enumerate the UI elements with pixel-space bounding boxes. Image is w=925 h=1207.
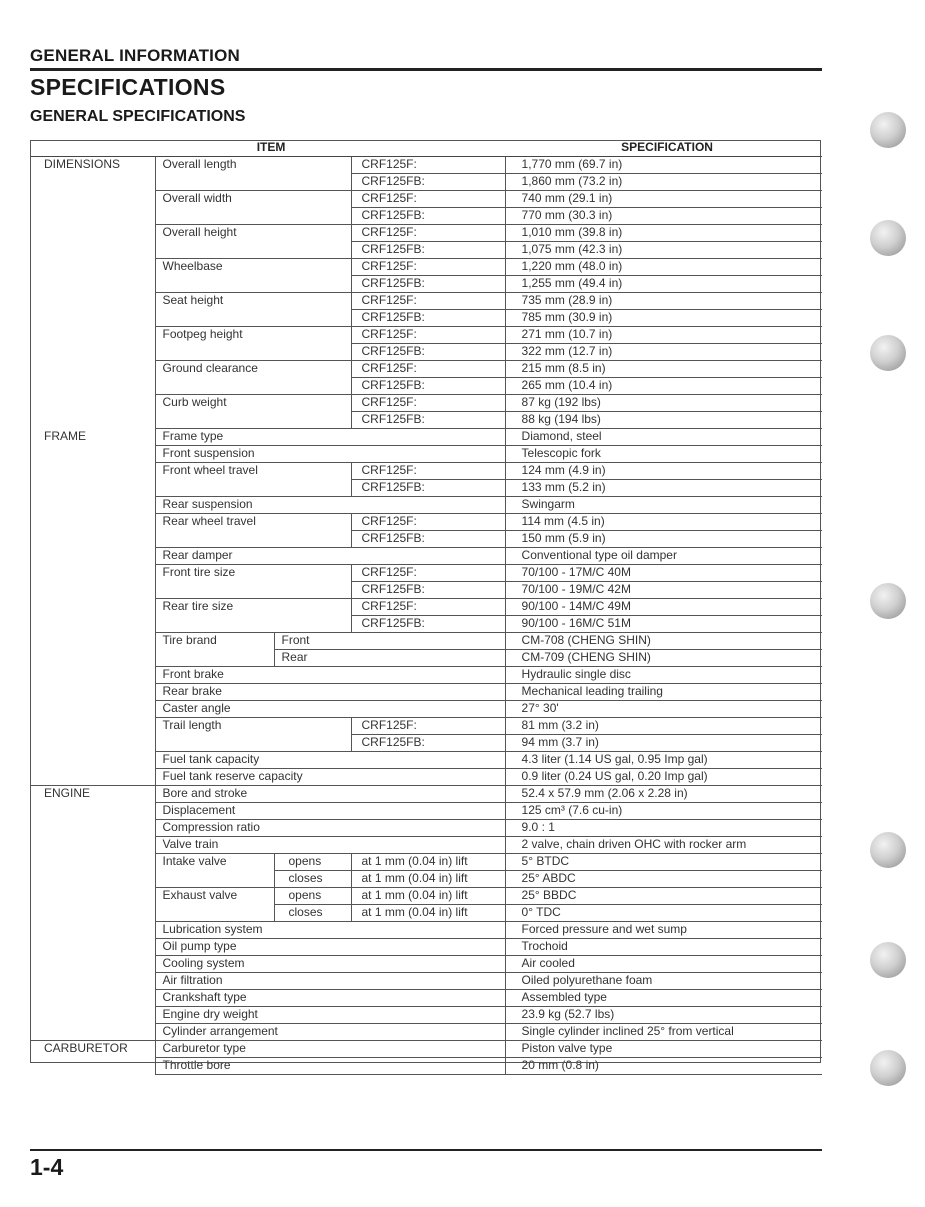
spec-value: Forced pressure and wet sump [505,922,822,939]
lift-label: at 1 mm (0.04 in) lift [351,854,505,871]
spec-value: Mechanical leading trailing [505,684,822,701]
spec-value: 1,010 mm (39.8 in) [505,225,822,242]
item-label: Valve train [155,837,505,854]
spec-value: 1,770 mm (69.7 in) [505,157,822,174]
spec-value: 124 mm (4.9 in) [505,463,822,480]
model-label: CRF125FB: [351,208,505,225]
spec-value: 27° 30' [505,701,822,718]
lift-label: at 1 mm (0.04 in) lift [351,871,505,888]
item-label: Overall length [155,157,351,191]
table-row [30,157,822,174]
item-label: Compression ratio [155,820,505,837]
model-label: CRF125FB: [351,582,505,599]
model-label: CRF125F: [351,259,505,276]
spec-value: 4.3 liter (1.14 US gal, 0.95 Imp gal) [505,752,822,769]
model-label: CRF125FB: [351,242,505,259]
section-tab-marker [870,583,906,619]
footer-rule [30,1149,822,1151]
spec-value: 23.9 kg (52.7 lbs) [505,1007,822,1024]
column-header-specification: SPECIFICATION [505,140,822,157]
spec-value: Oiled polyurethane foam [505,973,822,990]
spec-value: 70/100 - 19M/C 42M [505,582,822,599]
model-label: CRF125F: [351,395,505,412]
model-label: CRF125FB: [351,531,505,548]
model-label: CRF125FB: [351,412,505,429]
item-label: Front wheel travel [155,463,351,497]
model-label: CRF125F: [351,514,505,531]
item-label: Rear tire size [155,599,351,633]
spec-value: Piston valve type [505,1041,822,1058]
sub-item-label: opens [274,854,351,871]
item-label: Bore and stroke [155,786,505,803]
spec-value: 1,255 mm (49.4 in) [505,276,822,293]
item-label: Air filtration [155,973,505,990]
item-label: Front brake [155,667,505,684]
sub-item-label: Rear [274,650,505,667]
item-label: Wheelbase [155,259,351,293]
page-title: SPECIFICATIONS [30,74,226,100]
model-label: CRF125FB: [351,735,505,752]
item-label: Overall height [155,225,351,259]
spec-value: 90/100 - 14M/C 49M [505,599,822,616]
table-row [30,1041,822,1058]
item-label: Seat height [155,293,351,327]
model-label: CRF125F: [351,191,505,208]
item-label: Cooling system [155,956,505,973]
spec-value: 25° ABDC [505,871,822,888]
table-header-row [30,140,822,157]
item-label: Frame type [155,429,505,446]
spec-value: CM-709 (CHENG SHIN) [505,650,822,667]
spec-value: Air cooled [505,956,822,973]
spec-value: Telescopic fork [505,446,822,463]
section-tab-marker [870,112,906,148]
spec-value: 0° TDC [505,905,822,922]
spec-value: 770 mm (30.3 in) [505,208,822,225]
model-label: CRF125FB: [351,480,505,497]
model-label: CRF125F: [351,327,505,344]
spec-value: 150 mm (5.9 in) [505,531,822,548]
model-label: CRF125F: [351,361,505,378]
spec-value: 265 mm (10.4 in) [505,378,822,395]
spec-value: 1,860 mm (73.2 in) [505,174,822,191]
section-tab-marker [870,220,906,256]
table-row [30,429,822,446]
spec-value: 215 mm (8.5 in) [505,361,822,378]
spec-value: 9.0 : 1 [505,820,822,837]
spec-value: Swingarm [505,497,822,514]
spec-value: 114 mm (4.5 in) [505,514,822,531]
item-label: Rear brake [155,684,505,701]
spec-value: 133 mm (5.2 in) [505,480,822,497]
spec-value: 125 cm³ (7.6 cu-in) [505,803,822,820]
sub-item-label: closes [274,905,351,922]
model-label: CRF125FB: [351,174,505,191]
spec-value: 271 mm (10.7 in) [505,327,822,344]
item-label: Lubrication system [155,922,505,939]
lift-label: at 1 mm (0.04 in) lift [351,888,505,905]
item-label: Trail length [155,718,351,752]
spec-value: 87 kg (192 lbs) [505,395,822,412]
spec-value: 88 kg (194 lbs) [505,412,822,429]
item-label: Caster angle [155,701,505,718]
model-label: CRF125FB: [351,276,505,293]
lift-label: at 1 mm (0.04 in) lift [351,905,505,922]
model-label: CRF125FB: [351,616,505,633]
spec-value: Single cylinder inclined 25° from vertical [505,1024,822,1041]
item-label: Exhaust valve [155,888,274,922]
spec-value: 785 mm (30.9 in) [505,310,822,327]
spec-value: 70/100 - 17M/C 40M [505,565,822,582]
item-label: Front tire size [155,565,351,599]
spec-value: 2 valve, chain driven OHC with rocker arm [505,837,822,854]
item-label: Rear wheel travel [155,514,351,548]
spec-value: Diamond, steel [505,429,822,446]
item-label: Cylinder arrangement [155,1024,505,1041]
spec-value: 90/100 - 16M/C 51M [505,616,822,633]
spec-value: 81 mm (3.2 in) [505,718,822,735]
spec-value: Conventional type oil damper [505,548,822,565]
spec-value: Trochoid [505,939,822,956]
section-subtitle: GENERAL SPECIFICATIONS [30,108,246,125]
category-dimensions: DIMENSIONS [44,157,121,171]
item-label: Footpeg height [155,327,351,361]
specifications-table [30,140,822,1075]
spec-value: Hydraulic single disc [505,667,822,684]
section-tab-marker [870,335,906,371]
section-tab-marker [870,832,906,868]
spec-value: 1,075 mm (42.3 in) [505,242,822,259]
spec-value: 20 mm (0.8 in) [505,1058,822,1075]
sub-item-label: opens [274,888,351,905]
model-label: CRF125F: [351,463,505,480]
item-label: Oil pump type [155,939,505,956]
item-label: Tire brand [155,633,274,667]
item-label: Ground clearance [155,361,351,395]
model-label: CRF125FB: [351,378,505,395]
spec-value: 0.9 liter (0.24 US gal, 0.20 Imp gal) [505,769,822,786]
table-row [30,786,822,803]
spec-value: 25° BBDC [505,888,822,905]
column-header-item: ITEM [30,140,505,157]
item-label: Rear suspension [155,497,505,514]
item-label: Fuel tank reserve capacity [155,769,505,786]
spec-value: 5° BTDC [505,854,822,871]
section-label: GENERAL INFORMATION [30,46,240,65]
model-label: CRF125F: [351,225,505,242]
spec-value: 52.4 x 57.9 mm (2.06 x 2.28 in) [505,786,822,803]
section-tab-marker [870,1050,906,1086]
spec-value: 94 mm (3.7 in) [505,735,822,752]
spec-value: Assembled type [505,990,822,1007]
item-label: Front suspension [155,446,505,463]
item-label: Displacement [155,803,505,820]
section-tab-marker [870,942,906,978]
model-label: CRF125FB: [351,310,505,327]
category-carburetor: CARBURETOR [44,1041,128,1055]
spec-value: 322 mm (12.7 in) [505,344,822,361]
header-rule [30,68,822,71]
item-label: Intake valve [155,854,274,888]
model-label: CRF125F: [351,565,505,582]
model-label: CRF125F: [351,293,505,310]
category-engine: ENGINE [30,786,155,1041]
spec-value: 735 mm (28.9 in) [505,293,822,310]
model-label: CRF125F: [351,599,505,616]
spec-value: 740 mm (29.1 in) [505,191,822,208]
sub-item-label: closes [274,871,351,888]
item-label: Rear damper [155,548,505,565]
item-label: Engine dry weight [155,1007,505,1024]
item-label: Curb weight [155,395,351,429]
page-number: 1-4 [30,1154,64,1180]
item-label: Fuel tank capacity [155,752,505,769]
spec-value: 1,220 mm (48.0 in) [505,259,822,276]
model-label: CRF125F: [351,157,505,174]
model-label: CRF125F: [351,718,505,735]
item-label: Crankshaft type [155,990,505,1007]
item-label: Throttle bore [155,1058,505,1075]
item-label: Overall width [155,191,351,225]
sub-item-label: Front [274,633,505,650]
model-label: CRF125FB: [351,344,505,361]
item-label: Carburetor type [155,1041,505,1058]
spec-value: CM-708 (CHENG SHIN) [505,633,822,650]
category-frame: FRAME [30,429,155,786]
